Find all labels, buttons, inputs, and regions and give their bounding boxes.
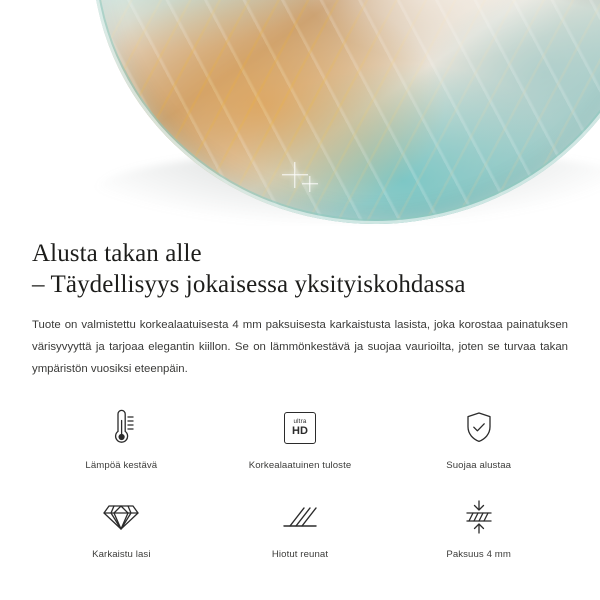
content-area — [0, 226, 600, 560]
thickness-arrows-icon — [461, 495, 497, 539]
shield-check-icon — [462, 406, 496, 450]
feature-item — [211, 495, 390, 560]
feature-item — [32, 495, 211, 560]
ultra-hd-badge-icon — [284, 406, 316, 450]
feature-label: Suojaa alustaa — [446, 460, 512, 471]
headline-line-1: Alusta takan alle — [32, 240, 202, 267]
diamond-icon — [102, 495, 140, 539]
feature-label: Korkealaatuinen tuloste — [248, 460, 352, 471]
feature-label: Lämpöä kestävä — [85, 460, 158, 471]
feature-grid — [32, 406, 568, 560]
thermometer-icon — [104, 406, 138, 450]
headline-line-2: – Täydellisyys jokaisessa yksityiskohdassa — [32, 271, 466, 298]
feature-label: Hiotut reunat — [271, 549, 329, 560]
feature-label: Paksuus 4 mm — [446, 549, 511, 560]
page-title — [32, 226, 568, 300]
product-description: Tuote on valmistettu korkealaatuisesta 4 mm paksuisesta karkaistusta lasista, joka korostaa painatuksen värisyvyyttä ja tarjoaa elegantin kiillon. Se on lämmönkestävä ja suojaa vaurioilta, joten se turvaa takan ympäristön vuosiksi eteenpäin. — [32, 319, 568, 375]
feature-item — [32, 406, 211, 471]
feature-label: Karkaistu lasi — [92, 549, 151, 560]
round-glass-panel — [92, 0, 600, 224]
feature-item — [211, 406, 390, 471]
badge-main-text: HD — [292, 425, 308, 438]
feature-item — [389, 406, 568, 471]
feature-item — [389, 495, 568, 560]
polished-edges-icon — [282, 495, 318, 539]
badge-top-text: ultra — [293, 417, 307, 425]
hero-image — [0, 0, 600, 226]
